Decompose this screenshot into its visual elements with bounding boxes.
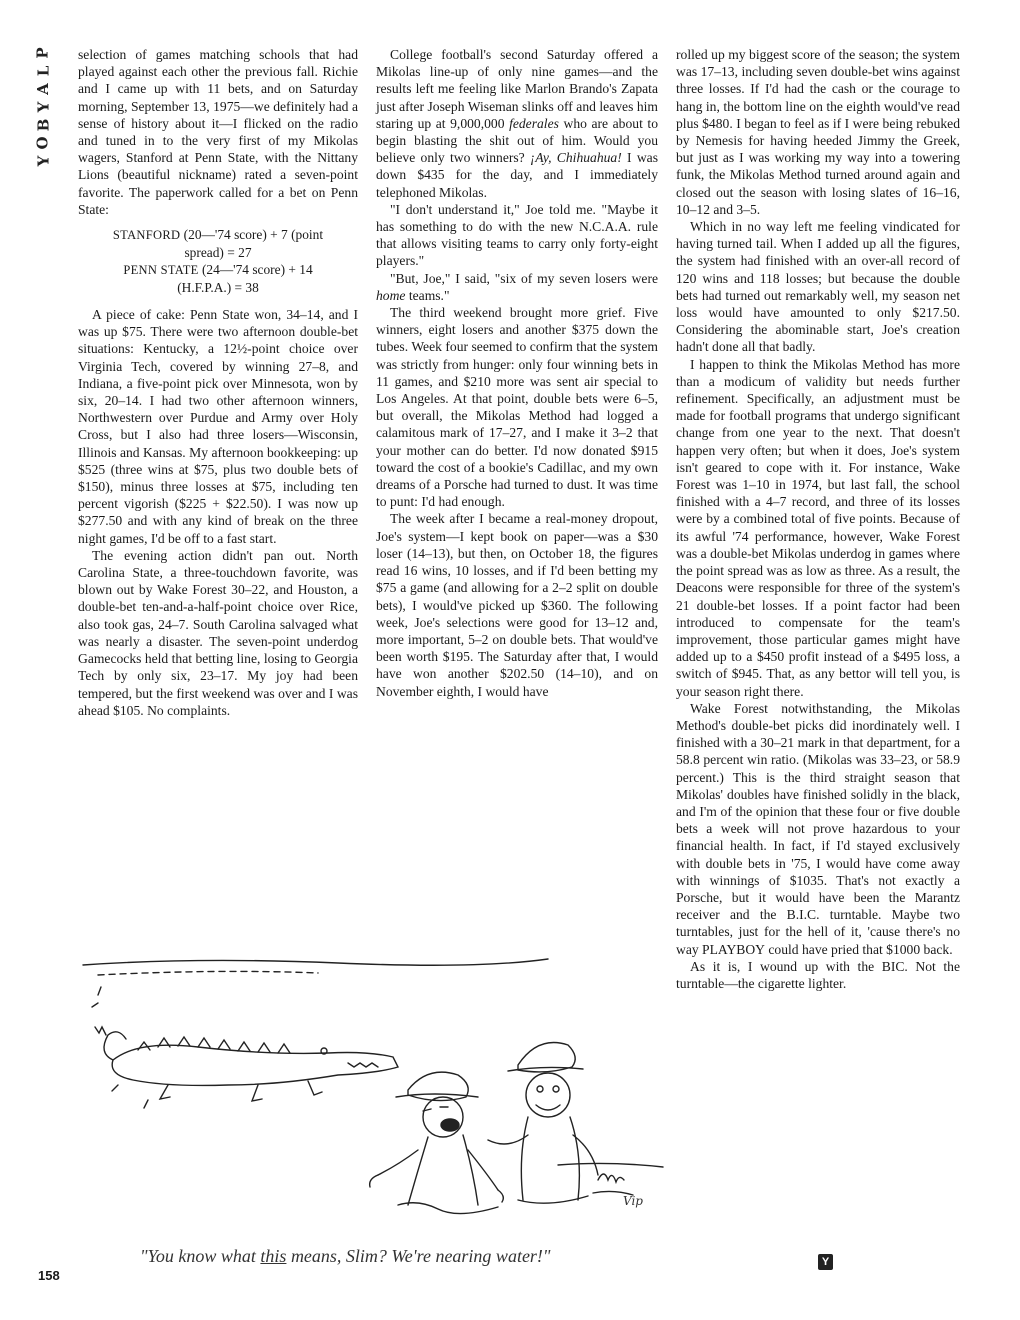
cowboy-right-drawing (488, 1043, 598, 1204)
masthead-letter: B (34, 118, 52, 132)
article-column-2 (376, 46, 658, 700)
paragraph: selection of games matching schools that had played against each other the previous fall. Richie and I came up with 11 bets, and on Saturday morning, September 13, 1975—we definitely had a sense of history about it—I flicked on the radio and tuned in to the very first of my Mikolas wagers, Stanford at Penn State, with the Nittany Lions (beautiful nickname) rated a seven-point favorite. The paperwork called for a bet on Penn State: (78, 47, 358, 217)
paragraph: The evening action didn't pan out. North Carolina State, a three-touchdown favorite, was blown out by Wake Forest 30–22, and Houston, a double-bet ten-and-a-half-point choice over Rice, also took gas, 24–7. South Carolina salvaged what was nearly a disaster. The seven-point underdog Gamecocks held that betting line, losing to Georgia Tech by only six, 23–17. My joy had been tempered, but the first weekend was over and I was ahead $105. No complaints. (78, 547, 358, 718)
paragraph: The third weekend brought more grief. Five winners, eight losers and another $375 down the tubes. Week four seemed to confirm that the system was strictly from hunger: only four winning bets in 11 games, and $210 more was sent air special to Los Angeles. At that point, double bets were 6–5, but overall, the Mikolas Method had logged a calamitous mark of 17–27, and I make it 3–2 that your mother can do better. I'd now donated $915 toward the cost of a bookie's Cadillac, and my own dreams of a Porsche had turned to dust. It was time to punt: I'd had enough. (376, 305, 658, 510)
text-run: College football's second Saturday offered a Mikolas line-up of only nine games—and the results left me feeling like Marlon Brando's Zapata just after Joseph Wiseman slinks off and leaves him staring up at 9,000,000 (376, 47, 658, 131)
page-number: 158 (38, 1268, 60, 1283)
formula-team-penn-state: PENN STATE (123, 263, 199, 278)
text-run: ¡Ay, Chihuahua! (530, 150, 622, 166)
text-run: home (376, 287, 406, 303)
formula-text: (H.F.P.A.) = 38 (177, 280, 259, 296)
paragraph: As it is, I wound up with the BIC. Not the turntable—the cigarette lighter. (676, 958, 960, 991)
text-run: PLAYBOY (702, 941, 765, 957)
masthead-letter: L (33, 65, 52, 77)
text-run: teams." (405, 287, 450, 303)
text-run: Wake Forest notwithstanding, the Mikolas Method's double-bet picks did inordinately well. I finished with a 30–21 mark in that department, for a 58.8 percent win ratio. (Mikolas was 33–23, or 58.9 percent.) This is the third straight season that Mikolas' doubles have finished solidly in the black, and I'm of the opinion that these four or five double bets a week will not prove hazardous to your financial health. In fact, if I'd stayed exclusively with double bets in '75, I would have come away with winnings of $1035. That's not exactly a Porsche, but it would have been the Marantz receiver and the B.I.C. turntable. Maybe two turntables, just for the hell of it, 'cause there's no way (676, 700, 960, 957)
paragraph: rolled up my biggest score of the season; the system was 17–13, including seven double-bet wins against three losses. If I'd had the cash or the courage to hang in, the bottom line on the eighth would've read plus $480. I began to feel as if I were being rebuked by Nemesis for having heeded Jimmy the Greek, but just as I was working my way into a towering funk, the Mikolas Method turned around again and closed out the season with losing slates of 16–16, 10–12 and 3–5. (676, 47, 960, 217)
paragraph: "I don't understand it," Joe told me. "Maybe it has something to do with the new N.C.A.A. rule that allows visiting teams to carry only forty-eight players." (376, 201, 658, 269)
paragraph: A piece of cake: Penn State won, 34–14, and I was up $75. There were two afternoon double-bet situations: Kentucky, a 12½-point choice over Virginia Tech, covered by winning 27–8, and Indiana, a five-point pick over Minnesota, won by six, 20–14. I had two other afternoon winners, Northwestern over Purdue and Army over Holy Cross, but I also had three losers—Wisconsin, Illinois and Kansas. My afternoon bookkeeping: up $525 (three wins at $75, plus two double bets of $150), minus three losses at $75, including ten percent vigorish ($225 + $22.50). I was now up $277.50 and with any kind of break on the three night games, I'd be off to a fast start. (78, 307, 358, 546)
caption-text: this (260, 1246, 287, 1266)
formula-text: spread) = 27 (184, 245, 252, 261)
bet-formula (78, 226, 358, 296)
text-run: I was down $435 for the day, and I immediately telephoned Mikolas. (376, 150, 658, 200)
paragraph (376, 270, 658, 304)
caption-text: "You know what (140, 1246, 261, 1266)
text-run: "But, Joe," I said, "six of my seven losers were (390, 270, 658, 286)
formula-text: (20—'74 score) + 7 (point (183, 227, 324, 243)
formula-team-stanford: STANFORD (112, 228, 181, 243)
masthead-letter: O (33, 136, 52, 150)
masthead-letter: Y (34, 101, 52, 113)
paragraph (376, 46, 658, 201)
masthead-letter: P (34, 47, 52, 59)
caption-text: means, Slim? We're nearing water!" (286, 1246, 551, 1266)
article-column-3 (676, 46, 960, 992)
paragraph: Which in no way left me feeling vindicated for having turned tail. When I added up all the figures, the system had finished with an over-all record of 120 wins and 118 losses; but because the double bets had turned out remarkably well, my season net loss would have amounted to only $217.50. Considering the abominable start, Joe's creation hadn't done all that badly. (676, 219, 960, 355)
paragraph: I happen to think the Mikolas Method has more than a modicum of validity but needs further refinement. Specifically, an adjustment must be made for football programs that undergo significant change from one year to the next. That doesn't happen very often; but when it does, Joe's system isn't geared to cope with it. For instance, Wake Forest was 1–10 in 1974, but last fall, the school finished with a 4–7 record, and three of its losses were by a combined total of five points. Because of its awful '74 performance, however, Wake Forest was a double-bet Mikolas underdog in games where the point spread was as low as three. As a result, the Deacons were responsible for three of the system's 21 double-bet losses. If a point factor had been introduced to compensate for the team's improvement, those particular games might have added up to a $450 profit instead of a $495 loss, a switch of $945. That, as any bettor will tell you, is your season right there. (676, 356, 960, 699)
formula-text: (24—'74 score) + 14 (201, 262, 313, 278)
article-column-1 (78, 46, 358, 719)
cowboy-left-drawing (370, 1072, 504, 1213)
cartoon-caption (140, 1246, 660, 1267)
paragraph (676, 700, 960, 958)
cartoon-illustration (78, 935, 668, 1235)
masthead-letter: A (33, 83, 52, 95)
end-mark-icon: Y (818, 1254, 833, 1270)
text-run: could have pried that $1000 back. (765, 941, 953, 957)
masthead (30, 44, 56, 170)
text-run: who are about to begin blasting the shit out of him. Would you believe only two winners? (376, 115, 658, 166)
paragraph: The week after I became a real-money dropout, Joe's system—I kept book on paper—was a $30 loser (14–13), but then, on October 18, the figures read 16 wins, 10 losses, and if I'd been betting my $75 a game (and allowing for a 2–2 split on double bets), I would've picked up $360. The following week, Joe's selections were good for 13–12 and, more important, 5–2 on double bets. That would've been worth $195. The Saturday after that, I would have won another $202.50 (14–10), and on November eighth, I would have (376, 511, 658, 699)
text-run: federales (509, 115, 559, 131)
masthead-letter: Y (34, 155, 52, 167)
alligator-drawing (95, 1027, 398, 1101)
cartoon-signature: Vip (623, 1194, 643, 1208)
